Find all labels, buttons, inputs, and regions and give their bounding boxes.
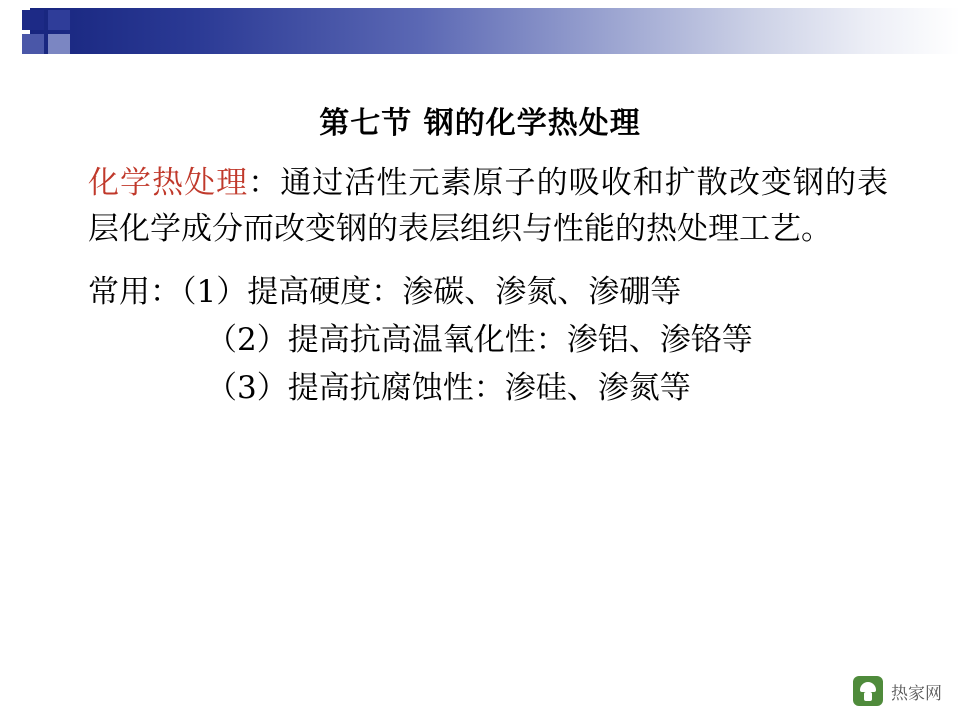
header-notch: [0, 0, 22, 62]
usage-item-1: （1）提高硬度：渗碳、渗氮、渗硼等: [181, 274, 682, 310]
header-gradient-bar: [30, 8, 960, 54]
page-title: 第七节 钢的化学热处理: [319, 106, 641, 141]
header-square-2: [48, 10, 70, 30]
usage-item-3: （3）提高抗腐蚀性：渗硅、渗氮等: [206, 370, 691, 406]
watermark: [853, 676, 942, 706]
usage-line-1: [88, 268, 888, 316]
usage-line-2: [88, 316, 888, 364]
watermark-label: 热家网: [891, 683, 942, 704]
usage-list: [88, 268, 888, 412]
usage-item-2: （2）提高抗高温氧化性：渗铝、渗铬等: [206, 322, 753, 358]
usage-label: 常用：: [88, 274, 181, 310]
decorative-header-band: [0, 0, 960, 62]
definition-paragraph: [88, 160, 888, 252]
header-square-4: [48, 34, 70, 54]
wechat-account-logo-icon: [853, 676, 883, 706]
header-square-3: [22, 34, 44, 54]
header-square-1: [22, 10, 44, 30]
usage-line-3: [88, 364, 888, 412]
definition-text: ：通过活性元素原子的吸收和扩散改变钢的表层化学成分而改变钢的表层组织与性能的热处理工艺。: [88, 165, 889, 247]
definition-term: 化学热处理: [88, 165, 249, 201]
slide-body: [88, 160, 888, 412]
